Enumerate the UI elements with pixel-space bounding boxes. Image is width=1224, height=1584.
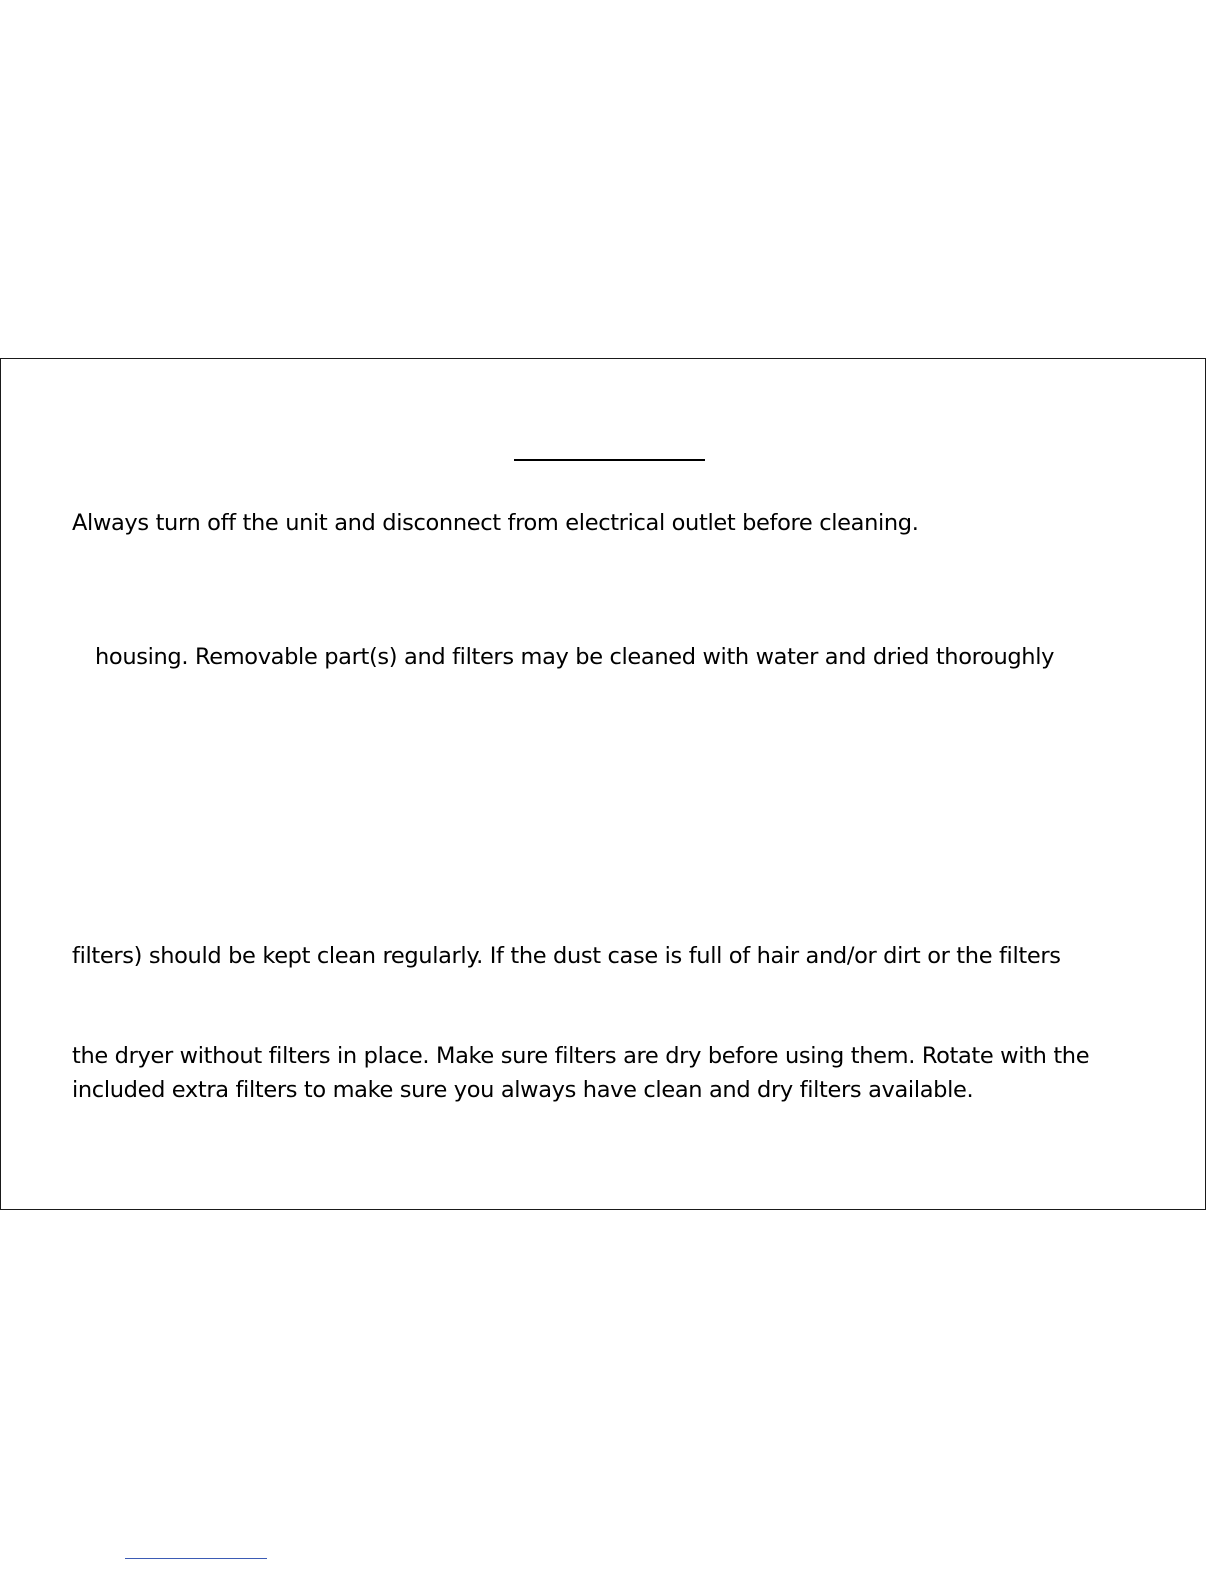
instruction-line: housing. Removable part(s) and filters may be cleaned with water and dried thoroughly bbox=[95, 644, 1055, 670]
link-underline bbox=[125, 1558, 267, 1559]
instruction-line: included extra filters to make sure you always have clean and dry filters available. bbox=[72, 1077, 974, 1103]
instruction-line: filters) should be kept clean regularly. If the dust case is full of hair and/or dirt or the filters bbox=[72, 943, 1061, 969]
instruction-line: Always turn off the unit and disconnect from electrical outlet before cleaning. bbox=[72, 510, 919, 536]
instruction-line: the dryer without filters in place. Make sure filters are dry before using them. Rotate with the bbox=[72, 1043, 1090, 1069]
section-title-underline bbox=[514, 459, 705, 461]
